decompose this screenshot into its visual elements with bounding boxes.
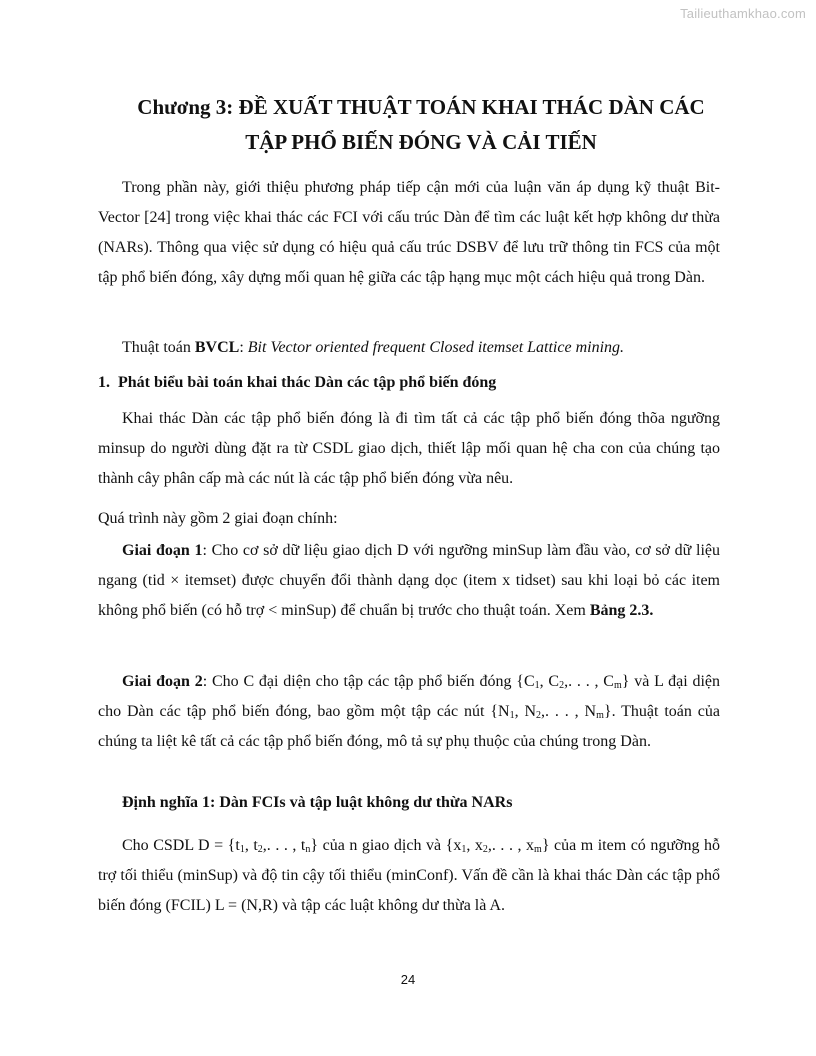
section-number: 1. [98,374,110,391]
intro-text: Trong phần này, giới thiệu phương pháp tiếp cận mới của luận văn áp dụng kỹ thuật Bit-Vector [24] trong việc khai thác các FCI với cấu trúc Dàn để tìm các luật kết hợp không dư thừa (NARs). Thông qua việc sử dụng có hiệu quả cấu trúc DSBV để lưu trữ thông tin FCS của một tập phổ biến đóng, xây dựng mối quan hệ giữa các tập hạng mục một cách hiệu quả trong Dàn. [98,179,720,286]
definition-paragraph [98,831,720,921]
sub-m: m [613,680,622,691]
definition-title: Định nghĩa 1: Dàn FCIs và tập luật không dư thừa NARs [122,794,513,811]
process-text: Quá trình này gồm 2 giai đoạn chính: [98,510,338,527]
phase-2-paragraph [98,667,720,757]
def-text-3: ,. . . , t [262,837,306,854]
algo-desc: Bit Vector oriented frequent Closed itemset Lattice mining. [247,339,625,356]
def-text-2: , t [244,837,258,854]
def-sub-x1: 1 [461,844,467,855]
algo-name: BVCL [194,339,240,356]
phase-2-text-3: ,. . . , C [564,673,614,690]
phase-2-text-6: ,. . . , N [541,703,597,720]
def-sub-m: m [534,844,542,855]
sub-1: 1 [534,680,540,691]
phase-2-text-1: : Cho C đại diện cho tập các tập phổ biến đóng {C [202,673,535,690]
def-text-1: Cho CSDL D = {t [122,837,240,854]
def-sub-2: 2 [257,844,263,855]
section-1-heading [98,368,720,398]
algo-sep: : [239,339,248,356]
document-page [122,90,720,160]
def-sub-1: 1 [239,844,245,855]
section-title: Phát biểu bài toán khai thác Dàn các tập phổ biến đóng [118,374,497,391]
phase-1-label: Giai đoạn 1 [122,542,203,559]
def-text-6: ,. . . , x [487,837,535,854]
chapter-title-line-1: Chương 3: ĐỀ XUẤT THUẬT TOÁN KHAI THÁC DÀN CÁC [137,95,705,119]
intro [98,173,720,293]
table-reference: Bảng 2.3. [589,602,654,619]
phase-2-text-2: , C [539,673,560,690]
chapter-title [122,90,720,160]
sub-n1: 1 [509,710,515,721]
sub-2: 2 [559,680,565,691]
mining-paragraph [98,404,720,494]
def-sub-x2: 2 [482,844,488,855]
mining-text: Khai thác Dàn các tập phổ biến đóng là đi tìm tất cả các tập phổ biến đóng thõa ngưỡng minsup do người dùng đặt ra từ CSDL giao dịch, thiết lập mối quan hệ cha con của chúng tạo thành cây phân cấp mà các nút là các tập phổ biến đóng vừa nêu. [98,410,720,487]
watermark: Tailieuthamkhao.com [680,6,806,21]
phase-1-paragraph [98,536,720,626]
sub-n2: 2 [536,710,542,721]
phase-2-label: Giai đoạn 2 [122,673,203,690]
sub-nm: m [596,710,604,721]
definition-heading [122,788,720,818]
chapter-title-line-2: TẬP PHỔ BIẾN ĐÓNG VÀ CẢI TIẾN [245,130,597,154]
algorithm-line [122,333,720,363]
def-text-7: } của m item có ngưỡng hỗ trợ tối thiểu (minSup) và độ tin cậy tối thiểu (minConf). Vấn đề cần là khai thác Dàn các tập phổ biến đóng (FCIL) L = (N,R) và tập các luật không dư thừa là A. [98,837,721,914]
page-number: 24 [400,972,416,987]
phase-2-text-7: }. Thuật toán của chúng ta liệt kê tất cả các tập phổ biến đóng, mô tả sự phụ thuộc của chúng trong Dàn. [98,703,720,750]
content-flow [98,173,720,293]
phase-2-text-5: , N [514,703,537,720]
process-line [98,504,720,534]
def-text-5: , x [466,837,483,854]
algo-prefix: Thuật toán [122,339,195,356]
def-text-4: } của n giao dịch và {x [310,837,462,854]
phase-2-text-4: } và L đại diện cho Dàn các tập phổ biến đóng, bao gồm một tập các nút {N [98,673,721,720]
phase-1-text: : Cho cơ sở dữ liệu giao dịch D với ngưỡng minSup làm đầu vào, cơ sở dữ liệu ngang (tid × itemset) được chuyển đổi thành dạng dọc (item x tidset) sau khi loại bỏ các item không phổ biến (có hỗ trợ < minSup) để chuẩn bị trước cho thuật toán. Xem [98,542,720,619]
def-sub-n: n [305,844,311,855]
